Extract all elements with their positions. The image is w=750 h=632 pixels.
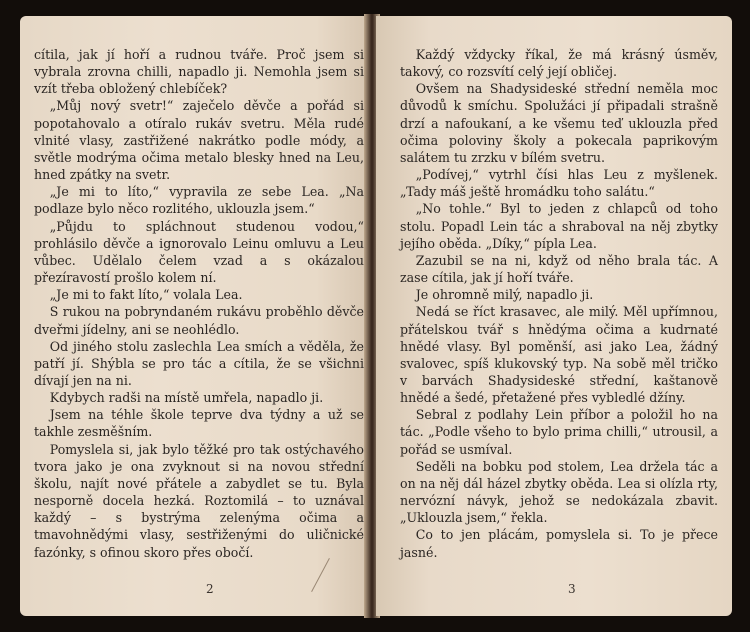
paragraph: Sebral z podlahy Lein příbor a položil ho na tác. „Podle všeho to bylo prima chilli,“ utrousil, a pořád se usmíval. bbox=[400, 407, 718, 457]
paragraph: S rukou na pobryndaném rukávu proběhlo děvče dveřmi jídelny, ani se neohlédlo. bbox=[34, 304, 364, 337]
paragraph: Každý vždycky říkal, že má krásný úsměv, takový, co rozsvítí celý její obličej. bbox=[400, 47, 718, 80]
paragraph: Nedá se říct krasavec, ale milý. Měl upřímnou, přátelskou tvář s hnědýma očima a kudrnaté hnědé vlasy. Byl poměnší, asi jako Lea, žádný svalovec, spíš klukovský typ. Na sobě měl tričko v barvách Shadysideské střední, kaštanově hnědé a šedé, přetažené přes vybledlé džíny. bbox=[400, 304, 718, 406]
paragraph: Co to jen plácám, pomyslela si. To je přece jasné. bbox=[400, 527, 718, 560]
paragraph: Jsem na téhle škole teprve dva týdny a už se takhle zesměšním. bbox=[34, 407, 364, 440]
open-book bbox=[6, 6, 744, 626]
paragraph: „Můj nový svetr!“ zaječelo děvče a pořád si popotahovalo a otíralo rukáv svetru. Měla rudé vlnité vlasy, zastřižené nakrátko podle módy, a světle modrýma očima metalo blesky hned na Leu, hned zpátky na svetr. bbox=[34, 98, 364, 183]
paragraph: Kdybych radši na místě umřela, napadlo ji. bbox=[49, 390, 324, 406]
paragraph: „No tohle.“ Byl to jeden z chlapců od toho stolu. Popadl Lein tác a shraboval na něj zbytky jejího oběda. „Díky,“ pípla Lea. bbox=[400, 201, 718, 251]
paragraph: „Je mi to líto,“ vypravila ze sebe Lea. „Na podlaze bylo něco rozlitého, uklouzla jsem.“ bbox=[34, 184, 364, 217]
left-page bbox=[20, 16, 368, 616]
paragraph: Ovšem na Shadysideské střední neměla moc důvodů k smíchu. Spolužáci jí připadali strašně drzí a nafoukaní, a ke všemu teď uklouzla před očima poloviny školy a pokecala paprikovým salátem tu zrzku v bílém svetru. bbox=[400, 81, 718, 165]
right-page-text bbox=[400, 46, 718, 561]
paragraph: „Půjdu to spláchnout studenou vodou,“ prohlásilo děvče a ignorovalo Leinu omluvu a Leu vůbec. Udělalo čelem vzad a s okázalou přezíravostí prošlo kolem ní. bbox=[34, 218, 364, 286]
right-page bbox=[376, 16, 732, 616]
paragraph: Pomyslela si, jak bylo těžké pro tak ostýchavého tvora jako je ona zvyknout si na novou střední školu, najít nové přátele a zabydlet se tu. Byla nesporně docela hezká. Roztomilá – to uznával každý – s bystrýma zelenýma očima a tmavohnědými vlasy, sestřiženými do uličnické fazónky, s ofinou skoro přes obočí. bbox=[34, 441, 364, 560]
left-page-number: 2 bbox=[206, 582, 214, 596]
paragraph: „Je mi to fakt líto,“ volala Lea. bbox=[49, 287, 243, 303]
left-page-text bbox=[34, 46, 364, 561]
paragraph: Je ohromně milý, napadlo ji. bbox=[415, 287, 594, 303]
paragraph: Seděli na bobku pod stolem, Lea držela tác a on na něj dál házel zbytky oběda. Lea si olízla rty, nervózní návyk, jehož se nedokázala zbavit. „Uklouzla jsem,“ řekla. bbox=[400, 458, 718, 526]
paragraph: „Podívej,“ vytrhl čísi hlas Leu z myšlenek. „Tady máš ještě hromádku toho salátu.“ bbox=[400, 167, 718, 200]
right-page-number: 3 bbox=[568, 582, 576, 596]
paragraph: Zazubil se na ni, když od něho brala tác. A zase cítila, jak jí hoří tváře. bbox=[400, 252, 718, 286]
page-crease bbox=[311, 558, 330, 592]
paragraph: Od jiného stolu zaslechla Lea smích a věděla, že patří jí. Shýbla se pro tác a cítila, že se všichni dívají jen na ni. bbox=[34, 338, 364, 388]
paragraph: cítila, jak jí hoří a rudnou tváře. Proč jsem si vybrala zrovna chilli, napadlo ji. Nemohla jsem si vzít třeba obložený chlebíček? bbox=[34, 47, 364, 97]
